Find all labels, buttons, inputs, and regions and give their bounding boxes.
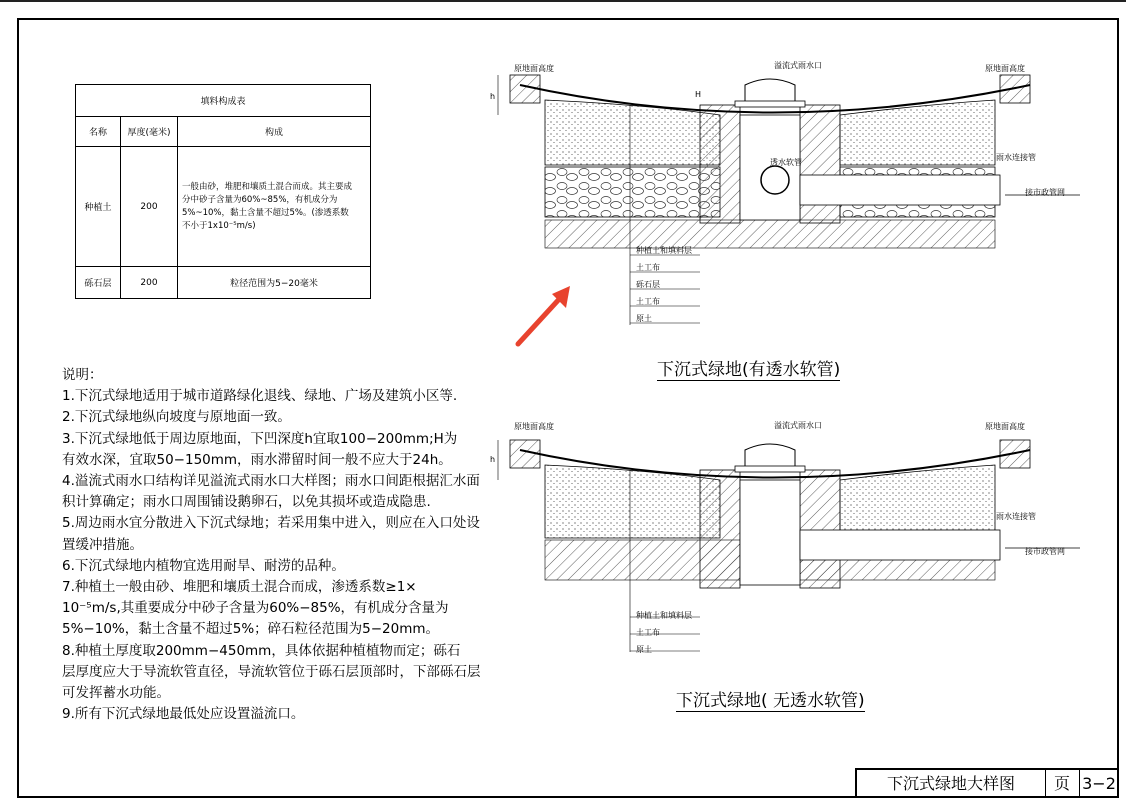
d2-conn-label: 雨水连接管 [996,512,1036,521]
notes-heading: 说明： [62,367,103,383]
d2-layer-label: 种植土和填料层 [636,611,692,620]
d2-layer-label: 土工布 [636,628,660,637]
notes-section [62,365,482,725]
d1-h-label: h [490,92,496,101]
d1-pipe-label: 透水软管 [770,158,802,167]
d2-right-ground-label: 原地面高度 [985,422,1025,431]
d1-layer-label: 原土 [636,314,652,323]
section-diagram-with-pipe [490,55,1090,345]
row-thickness: 200 [121,267,178,299]
d1-right-ground-label: 原地面高度 [985,64,1025,73]
d1-left-ground-label: 原地面高度 [514,64,554,73]
row-thickness: 200 [121,147,178,267]
d2-caption: 下沉式绿地( 无透水软管) [676,686,865,712]
row-name: 种植土 [76,147,121,267]
table-row [76,267,371,299]
row-composition: 粒径范围为5−20毫米 [178,267,371,299]
d1-caption: 下沉式绿地(有透水软管) [657,355,840,381]
row-composition: 一般由砂，堆肥和壤质土混合而成。其主要成 分中砂子含量为60%~85%，有机成分为 5%~10%，黏土含量不超过5%。(渗透系数 不小于1x10⁻⁵m/s) [178,147,371,267]
note-line: 置缓冲措施。 [62,536,143,553]
d1-conn-label: 雨水连接管 [996,153,1036,162]
page-number: 3−2 [1082,774,1116,793]
d1-layer-label: 土工布 [636,263,660,272]
drawing-title: 下沉式绿地大样图 [857,770,1046,798]
note-line: 8.种植土厚度取200mm−450mm，具体依据种植植物而定；砾石 [62,642,461,659]
note-line: 10⁻⁵m/s,其重要成分中砂子含量为60%−85%，有机成分含量为 [62,600,449,617]
d1-city-label: 接市政管网 [1025,188,1065,197]
d2-left-ground-label: 原地面高度 [514,422,554,431]
d2-inlet-label: 溢流式雨水口 [774,421,822,430]
note-line: 5%−10%，黏土含量不超过5%；碎石粒径范围为5−20mm。 [62,621,440,638]
d1-layer-label: 砾石层 [636,280,660,289]
table-title: 填料构成表 [76,85,371,117]
title-block [855,768,1119,798]
note-line: 可发挥蓄水功能。 [62,685,170,702]
note-line: 9.所有下沉式绿地最低处应设置溢流口。 [62,706,305,723]
row-name: 砾石层 [76,267,121,299]
note-line: 7.种植土一般由砂、堆肥和壤质土混合而成，渗透系数≥1× [62,579,417,596]
page-label: 页 [1045,770,1080,798]
section-diagram-without-pipe [490,420,1090,660]
d2-city-label: 接市政管网 [1025,547,1065,556]
note-line: 层厚度应大于导流软管直径，导流软管位于砾石层顶部时，下部砾石层 [62,663,481,680]
note-line: 积计算确定；雨水口周围铺设鹅卵石，以免其损坏或造成隐患. [62,494,431,511]
note-line: 3.下沉式绿地低于周边原地面，下凹深度h宜取100−200mm;H为 [62,430,458,447]
note-line: 有效水深，宜取50−150mm，雨水滞留时间一般不应大于24h。 [62,451,452,468]
d2-h-label: h [490,455,496,464]
d1-inlet-label: 溢流式雨水口 [774,61,822,70]
col-header-name: 名称 [76,117,121,147]
d1-H-label: H [695,90,702,99]
d2-layer-label: 原土 [636,645,652,654]
note-line: 4.溢流式雨水口结构详见溢流式雨水口大样图；雨水口间距根据汇水面 [62,473,480,490]
col-header-thickness: 厚度(毫米) [121,117,178,147]
top-border-line [0,0,1126,2]
d1-layer-label: 土工布 [636,297,660,306]
note-line: 2.下沉式绿地纵向坡度与原地面一致。 [62,409,291,426]
col-header-composition: 构成 [178,117,371,147]
table-row [76,147,371,267]
note-line: 1.下沉式绿地适用于城市道路绿化退线、绿地、广场及建筑小区等. [62,388,458,405]
d1-layer-label: 种植土和填料层 [636,246,692,255]
note-line: 5.周边雨水宜分散进入下沉式绿地；若采用集中进入，则应在入口处设 [62,515,480,532]
note-line: 6.下沉式绿地内植物宜选用耐旱、耐涝的品种。 [62,557,345,574]
fill-composition-table [75,84,371,299]
